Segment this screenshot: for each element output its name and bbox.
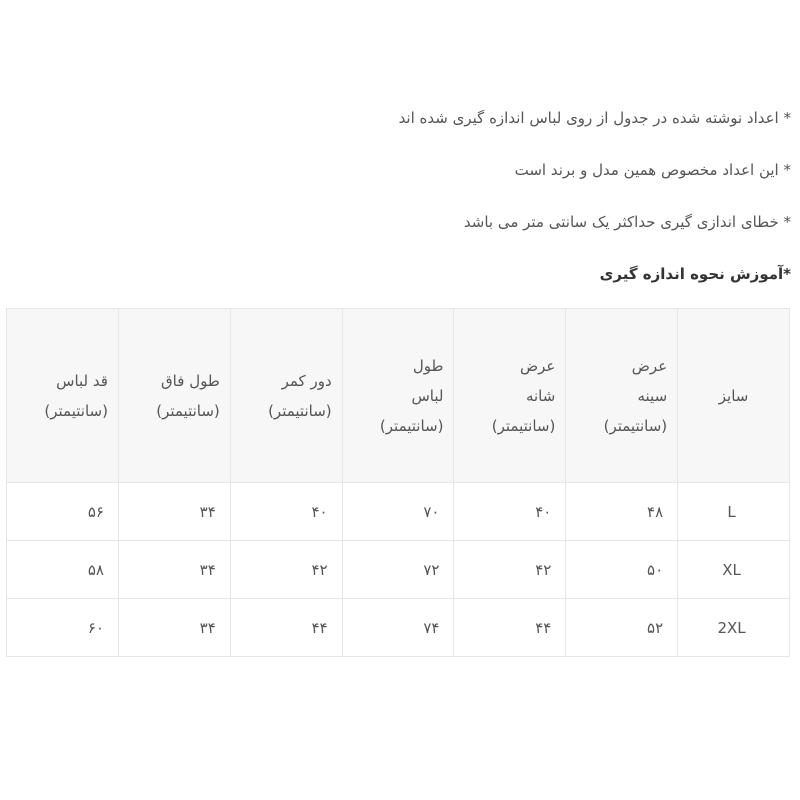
cell-shoulder-width: ۴۴ bbox=[454, 599, 566, 657]
cell-waist: ۴۲ bbox=[230, 541, 342, 599]
size-table bbox=[6, 308, 790, 657]
cell-chest-width: ۴۸ bbox=[566, 483, 678, 541]
header-garment-length: طول لباس (سانتیمتر) bbox=[342, 309, 454, 483]
cell-total-length: ۵۸ bbox=[7, 541, 119, 599]
cell-size: XL bbox=[678, 541, 790, 599]
note-measurement-error: * خطای اندازی گیری حداکثر یک سانتی متر می باشد bbox=[463, 213, 791, 231]
table-row bbox=[7, 541, 790, 599]
header-rise-length: طول فاق (سانتیمتر) bbox=[118, 309, 230, 483]
header-waist: دور کمر (سانتیمتر) bbox=[230, 309, 342, 483]
cell-chest-width: ۵۰ bbox=[566, 541, 678, 599]
cell-waist: ۴۰ bbox=[230, 483, 342, 541]
cell-chest-width: ۵۲ bbox=[566, 599, 678, 657]
notes-list bbox=[11, 100, 791, 308]
cell-size: 2XL bbox=[678, 599, 790, 657]
cell-rise-length: ۳۴ bbox=[118, 541, 230, 599]
table-row bbox=[7, 599, 790, 657]
cell-garment-length: ۷۰ bbox=[342, 483, 454, 541]
cell-shoulder-width: ۴۲ bbox=[454, 541, 566, 599]
note-model-brand: * این اعداد مخصوص همین مدل و برند است bbox=[514, 161, 791, 179]
cell-total-length: ۵۶ bbox=[7, 483, 119, 541]
cell-rise-length: ۳۴ bbox=[118, 599, 230, 657]
header-size: سایز bbox=[678, 309, 790, 483]
header-total-length: قد لباس (سانتیمتر) bbox=[7, 309, 119, 483]
cell-total-length: ۶۰ bbox=[7, 599, 119, 657]
table-header-row bbox=[7, 309, 790, 483]
cell-garment-length: ۷۲ bbox=[342, 541, 454, 599]
note-how-to-measure[interactable]: *آموزش نحوه اندازه گیری bbox=[599, 265, 791, 283]
table-row bbox=[7, 483, 790, 541]
note-measured: * اعداد نوشته شده در جدول از روی لباس اندازه گیری شده اند bbox=[398, 109, 791, 127]
cell-size: L bbox=[678, 483, 790, 541]
cell-rise-length: ۳۴ bbox=[118, 483, 230, 541]
cell-shoulder-width: ۴۰ bbox=[454, 483, 566, 541]
header-chest-width: عرض سینه (سانتیمتر) bbox=[566, 309, 678, 483]
cell-garment-length: ۷۴ bbox=[342, 599, 454, 657]
header-shoulder-width: عرض شانه (سانتیمتر) bbox=[454, 309, 566, 483]
cell-waist: ۴۴ bbox=[230, 599, 342, 657]
